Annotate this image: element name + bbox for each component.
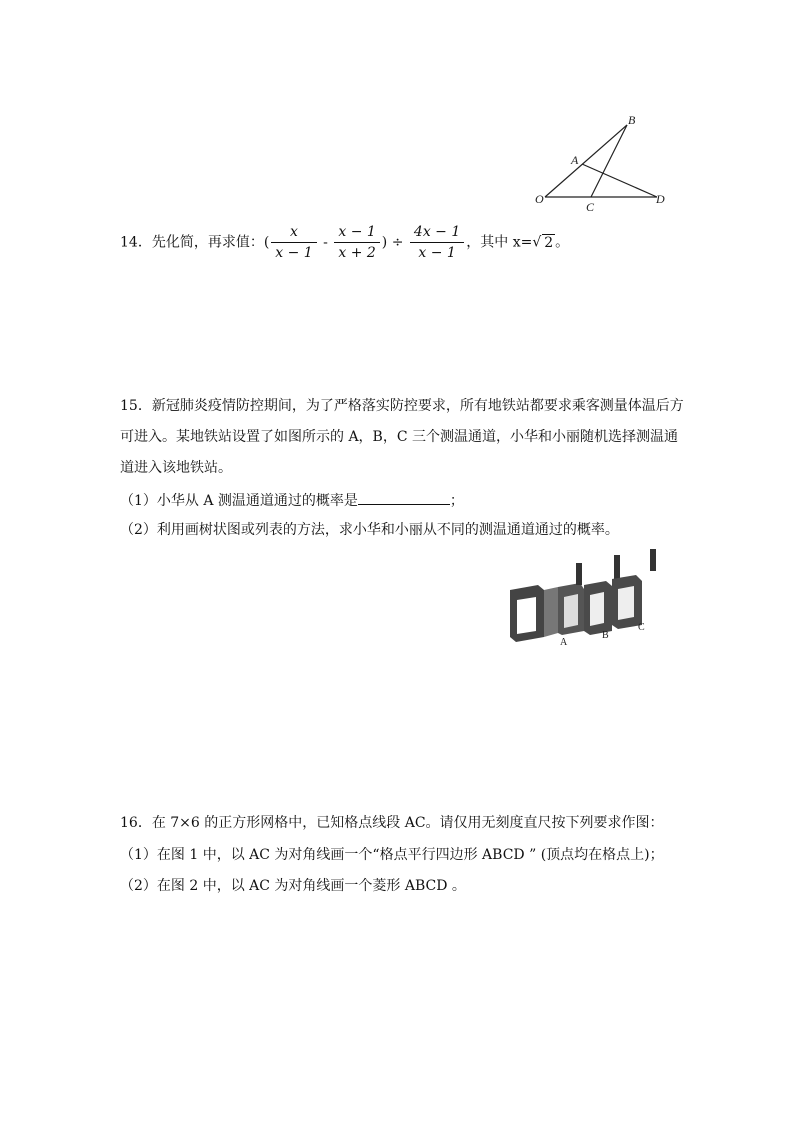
label-d: D (656, 192, 665, 206)
q15-line-3: 道进入该地铁站。 (120, 460, 232, 476)
question-14 (120, 222, 569, 263)
segment-ob (545, 125, 627, 197)
q16-part-1: （1）在图 1 中，以 AC 为对角线画一个“格点平行四边形 ABCD ” (顶点均在格点上)； (120, 847, 664, 863)
q15-part-1-end: ； (449, 493, 464, 509)
segment-bc (591, 125, 627, 197)
fraction-2: $\frac{x - 1}{x + 2}$ (334, 222, 379, 263)
answer-blank[interactable] (358, 490, 450, 505)
q15-line-1: 15．新冠肺炎疫情防控期间，为了严格落实防控要求，所有地铁站都要求乘客测量体温后方 (120, 398, 684, 414)
triangle-figure (528, 108, 678, 214)
q15-part-2: （2）利用画树状图或列表的方法，求小华和小丽从不同的测温通道通过的概率。 (120, 522, 619, 538)
gate-label-c: C (638, 622, 645, 633)
q15-part-1-text: （1）小华从 A 测温通道通过的概率是 (120, 493, 358, 509)
sqrt-symbol: √ (532, 234, 542, 251)
fraction-1: $\frac{x}{x - 1}$ (271, 222, 316, 263)
label-c: C (586, 200, 595, 214)
label-b: B (628, 113, 636, 127)
gate-a (510, 583, 584, 642)
label-a: A (571, 153, 579, 167)
q14-end: 。 (555, 234, 570, 251)
sqrt-value: 2 (544, 234, 554, 251)
q16-line-1: 16．在 7×6 的正方形网格中，已知格点线段 AC。请仅用无刻度直尺按下列要求作图： (120, 815, 664, 831)
q15-line-2: 可进入。某地铁站设置了如图所示的 A，B，C 三个测温通道，小华和小丽随机选择测温通 (120, 429, 679, 445)
q15-part-1 (120, 490, 464, 510)
q14-tail: ，其中 x= (466, 234, 533, 251)
q16-part-2: （2）在图 2 中，以 AC 为对角线画一个菱形 ABCD 。 (120, 878, 466, 894)
q14-lead: 14．先化简，再求值：( (120, 234, 270, 251)
fraction-3: $\frac{4x - 1}{x - 1}$ (410, 222, 464, 263)
gate-label-b: B (602, 630, 609, 641)
minus-sign: - (323, 234, 328, 251)
temperature-gates-image (500, 545, 670, 650)
divide-sign: ) ÷ (381, 234, 404, 251)
gate-c (612, 549, 656, 629)
gate-label-a: A (560, 637, 568, 648)
label-o: O (535, 192, 544, 206)
